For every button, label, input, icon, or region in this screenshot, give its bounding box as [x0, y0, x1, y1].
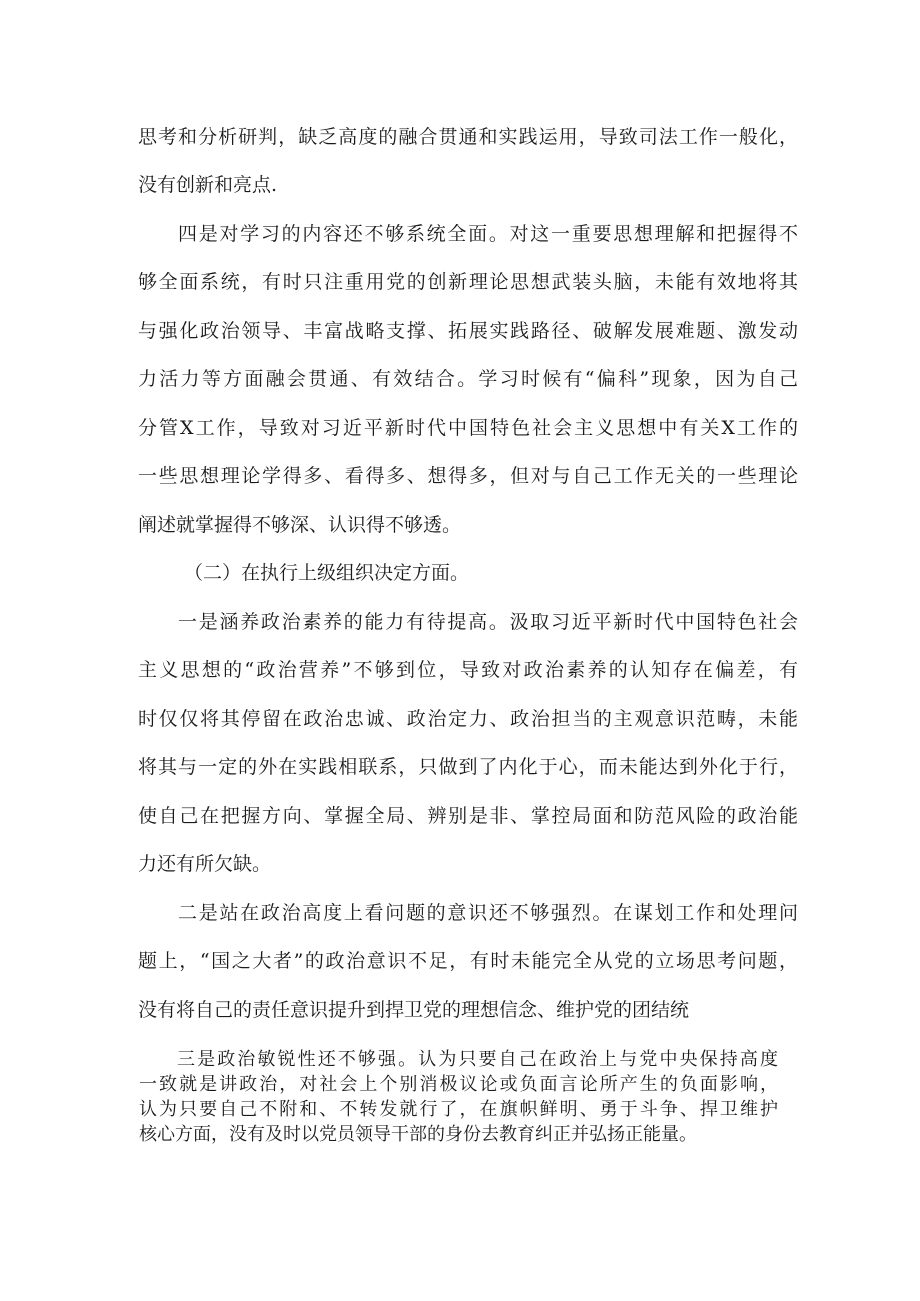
paragraph-line: 认为只要自己不附和、不转发就行了，在旗帜鲜明、勇于斗争、捍卫维护 — [139, 1099, 778, 1120]
paragraph-line: 三是政治敏锐性还不够强。认为只要自己在政治上与党中央保持高度 — [177, 1049, 778, 1070]
paragraph-line: 没有将自己的责任意识提升到捍卫党的理想信念、维护党的团结统 — [138, 999, 690, 1021]
paragraph-line: 四是对学习的内容还不够系统全面。对这一重要思想理解和把握得不 — [178, 223, 798, 245]
section-heading: （二）在执行上级组织决定方面。 — [184, 562, 470, 584]
paragraph-line: 一是涵养政治素养的能力有待提高。汲取习近平新时代中国特色社会 — [178, 611, 798, 633]
paragraph-line: 一些思想理论学得多、看得多、想得多，但对与自己工作无关的一些理论 — [138, 465, 798, 487]
paragraph-line: 力还有所欠缺。 — [138, 853, 272, 875]
paragraph-line: 核心方面，没有及时以党员领导干部的身份去教育纠正并弘扬正能量。 — [139, 1124, 697, 1145]
paragraph-line: 时仅仅将其停留在政治忠诚、政治定力、政治担当的主观意识范畴，未能 — [138, 708, 798, 730]
paragraph-line: 主义思想的“政治营养”不够到位，导致对政治素养的认知存在偏差，有 — [138, 659, 798, 681]
paragraph-line: 分管X工作，导致对习近平新时代中国特色社会主义思想中有关X工作的 — [138, 417, 798, 439]
paragraph-line: 将其与一定的外在实践相联系，只做到了内化于心，而未能达到外化于行， — [138, 756, 798, 778]
paragraph-line: 使自己在把握方向、掌握全局、辨别是非、掌控局面和防范风险的政治能 — [138, 805, 798, 827]
paragraph-line: 一致就是讲政治，对社会上个别消极议论或负面言论所产生的负面影响， — [139, 1074, 778, 1095]
paragraph-line: 题上，“国之大者”的政治意识不足，有时未能完全从党的立场思考问题， — [138, 950, 798, 972]
paragraph-line: 够全面系统，有时只注重用党的创新理论思想武装头脑，未能有效地将其 — [138, 271, 798, 293]
paragraph-line: 阐述就掌握得不够深、认识得不够透。 — [138, 514, 462, 536]
paragraph-line: 思考和分析研判，缺乏高度的融合贯通和实践运用，导致司法工作一般化， — [138, 126, 798, 148]
paragraph-line: 没有创新和亮点. — [138, 174, 278, 196]
paragraph-line: 与强化政治领导、丰富战略支撑、拓展实践路径、破解发展难题、激发动 — [138, 320, 798, 342]
paragraph-line: 二是站在政治高度上看问题的意识还不够强烈。在谋划工作和处理问 — [178, 902, 798, 924]
paragraph-line: 力活力等方面融会贯通、有效结合。学习时候有“偏科”现象，因为自己 — [138, 368, 798, 390]
